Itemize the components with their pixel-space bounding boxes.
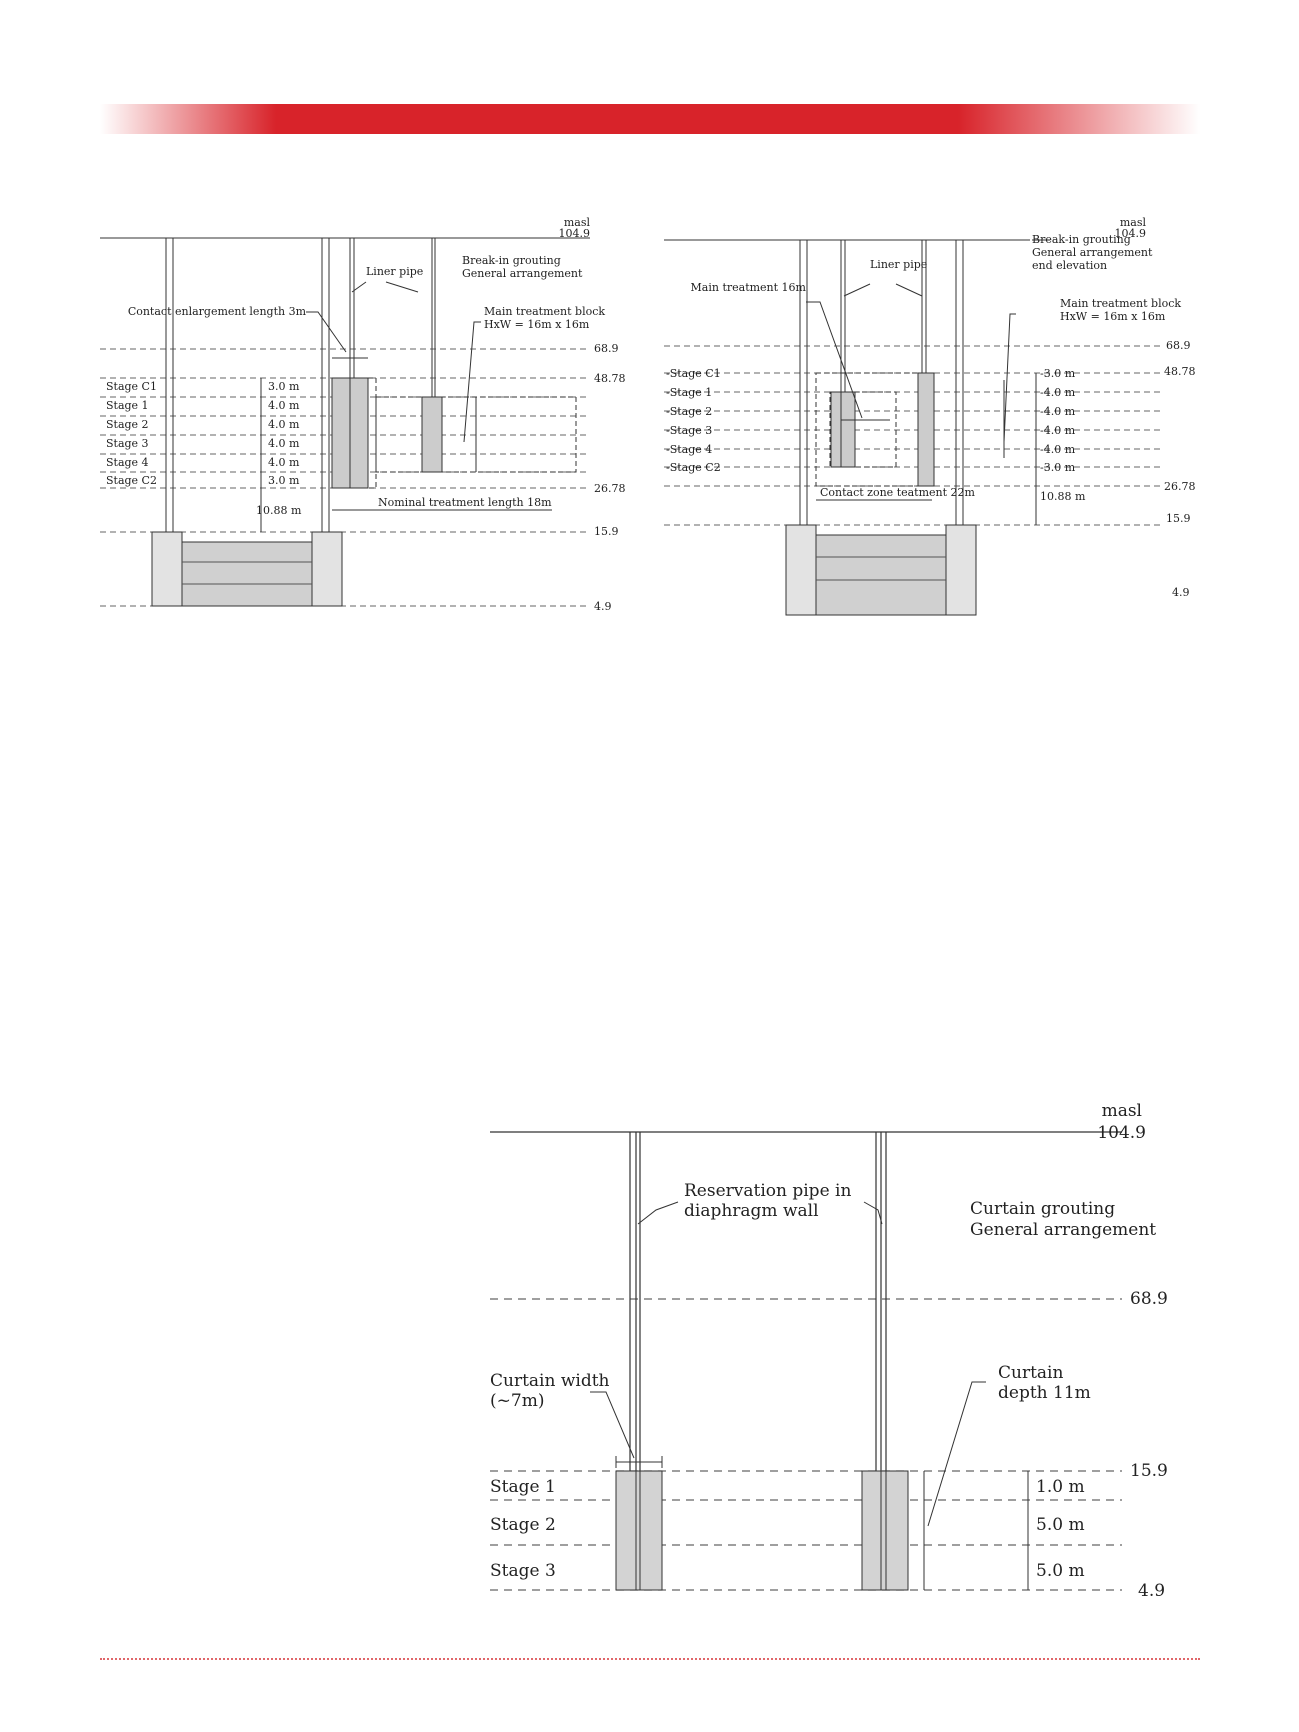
title-label: Break-in grouting [462, 254, 561, 267]
unit-label: masl [1119, 216, 1146, 229]
title-label: General arrangement [970, 1220, 1157, 1240]
level-label: 4.9 [1172, 586, 1190, 599]
level-label: 48.78 [1164, 365, 1196, 378]
unit-label: masl [1101, 1101, 1142, 1121]
stage-label: -Stage 4 [666, 443, 713, 456]
contact-enlargement-leader [306, 312, 346, 352]
contact-zone-label: Contact zone teatment 22m [820, 486, 975, 499]
contact-enlargement-block [918, 373, 934, 486]
main-block-leader [1004, 314, 1016, 442]
curtain-right [862, 1471, 908, 1590]
title-label: General arrangement [462, 267, 583, 280]
level-label: 68.9 [1166, 339, 1191, 352]
break-in-general-diagram [96, 212, 656, 622]
title-label: Break-in grouting [1032, 233, 1131, 246]
stage-label: Stage 3 [106, 437, 149, 450]
curtain-left [616, 1471, 662, 1590]
curtain-width-label: (~7m) [490, 1391, 545, 1411]
nominal-length-label: Nominal treatment length 18m [378, 496, 552, 509]
stage-label: -Stage 2 [666, 405, 713, 418]
level-label: 15.9 [1130, 1461, 1168, 1481]
stage-label: Stage 2 [490, 1515, 556, 1535]
stage-height: -4.0 m [1040, 386, 1076, 399]
stage-label: Stage C1 [106, 380, 157, 393]
stage-label: -Stage C2 [666, 461, 721, 474]
reservation-pipe-leader [638, 1202, 678, 1224]
stage-height: -3.0 m [1040, 367, 1076, 380]
liner-pipe-grout [831, 392, 855, 467]
main-block-label: Main treatment block [484, 305, 606, 318]
stage-height: 4.0 m [268, 418, 300, 431]
level-label: 4.9 [1138, 1581, 1166, 1601]
contact-enlargement-block [332, 378, 368, 488]
liner-pipe-label: Liner pipe [366, 265, 424, 278]
liner-pipe-leader [896, 284, 922, 296]
stage-height: -3.0 m [1040, 461, 1076, 474]
liner-pipe-leader [844, 284, 870, 296]
level-label: 4.9 [594, 600, 612, 613]
stage-label: Stage 4 [106, 456, 149, 469]
title-label: Curtain grouting [970, 1199, 1116, 1219]
contact-enlargement-label: Contact enlargement length 3m [127, 305, 306, 318]
main-block-label: Main treatment block [1060, 297, 1182, 310]
level-label: 15.9 [1166, 512, 1191, 525]
footer-dotted-rule [100, 1658, 1200, 1660]
reservation-pipe-label: Reservation pipe in [684, 1181, 852, 1201]
curtain-grouting-diagram [486, 1096, 1186, 1616]
shaft-base [786, 525, 976, 615]
level-label: 68.9 [1130, 1289, 1168, 1309]
break-in-end-elevation-diagram [660, 212, 1200, 622]
stage-label: Stage 2 [106, 418, 149, 431]
curtain-width-leader [590, 1392, 634, 1458]
title-label: end elevation [1032, 259, 1108, 272]
reservation-pipe-label: diaphragm wall [684, 1201, 819, 1221]
main-block-leader [464, 322, 481, 442]
stage-height: 5.0 m [1036, 1561, 1085, 1581]
stage-height: 5.0 m [1036, 1515, 1085, 1535]
stage-label: Stage 1 [106, 399, 149, 412]
stage-label: -Stage 3 [666, 424, 713, 437]
liner-pipe-grout [422, 397, 442, 472]
main-block-label: HxW = 16m x 16m [484, 318, 590, 331]
stage-height: 4.0 m [268, 399, 300, 412]
level-label: 48.78 [594, 372, 626, 385]
stage-height: -4.0 m [1040, 424, 1076, 437]
liner-pipe-leader [386, 282, 418, 292]
stage-label: -Stage 1 [666, 386, 713, 399]
curtain-width-label: Curtain width [490, 1371, 610, 1391]
curtain-depth-label: Curtain [998, 1363, 1064, 1383]
stage-height: -4.0 m [1040, 443, 1076, 456]
level-label: 15.9 [594, 525, 619, 538]
main-treatment-label: Main treatment 16m [690, 281, 806, 294]
level-label: 26.78 [1164, 480, 1196, 493]
shaft-base [152, 532, 342, 606]
top-level-label: 104.9 [1114, 227, 1146, 240]
curtain-depth-label: depth 11m [998, 1383, 1091, 1403]
stage-label: -Stage C1 [666, 367, 721, 380]
stage-label: Stage 3 [490, 1561, 556, 1581]
stage-label: Stage 1 [490, 1477, 556, 1497]
unit-label: masl [563, 216, 590, 229]
curtain-depth-leader [928, 1382, 986, 1526]
stage-height: 4.0 m [268, 456, 300, 469]
gap-label: 10.88 m [256, 504, 302, 517]
top-level-label: 104.9 [1097, 1123, 1146, 1143]
stage-height: 4.0 m [268, 437, 300, 450]
gap-label: 10.88 m [1040, 490, 1086, 503]
title-label: General arrangement [1032, 246, 1153, 259]
stage-label: Stage C2 [106, 474, 157, 487]
stage-height: 3.0 m [268, 380, 300, 393]
level-label: 68.9 [594, 342, 619, 355]
top-level-label: 104.9 [558, 227, 590, 240]
level-label: 26.78 [594, 482, 626, 495]
stage-height: 3.0 m [268, 474, 300, 487]
reservation-pipe-leader-right [864, 1202, 882, 1224]
stage-height: -4.0 m [1040, 405, 1076, 418]
header-banner [100, 104, 1200, 134]
main-block-label: HxW = 16m x 16m [1060, 310, 1166, 323]
stage-height: 1.0 m [1036, 1477, 1085, 1497]
liner-pipe-label: Liner pipe [870, 258, 928, 271]
